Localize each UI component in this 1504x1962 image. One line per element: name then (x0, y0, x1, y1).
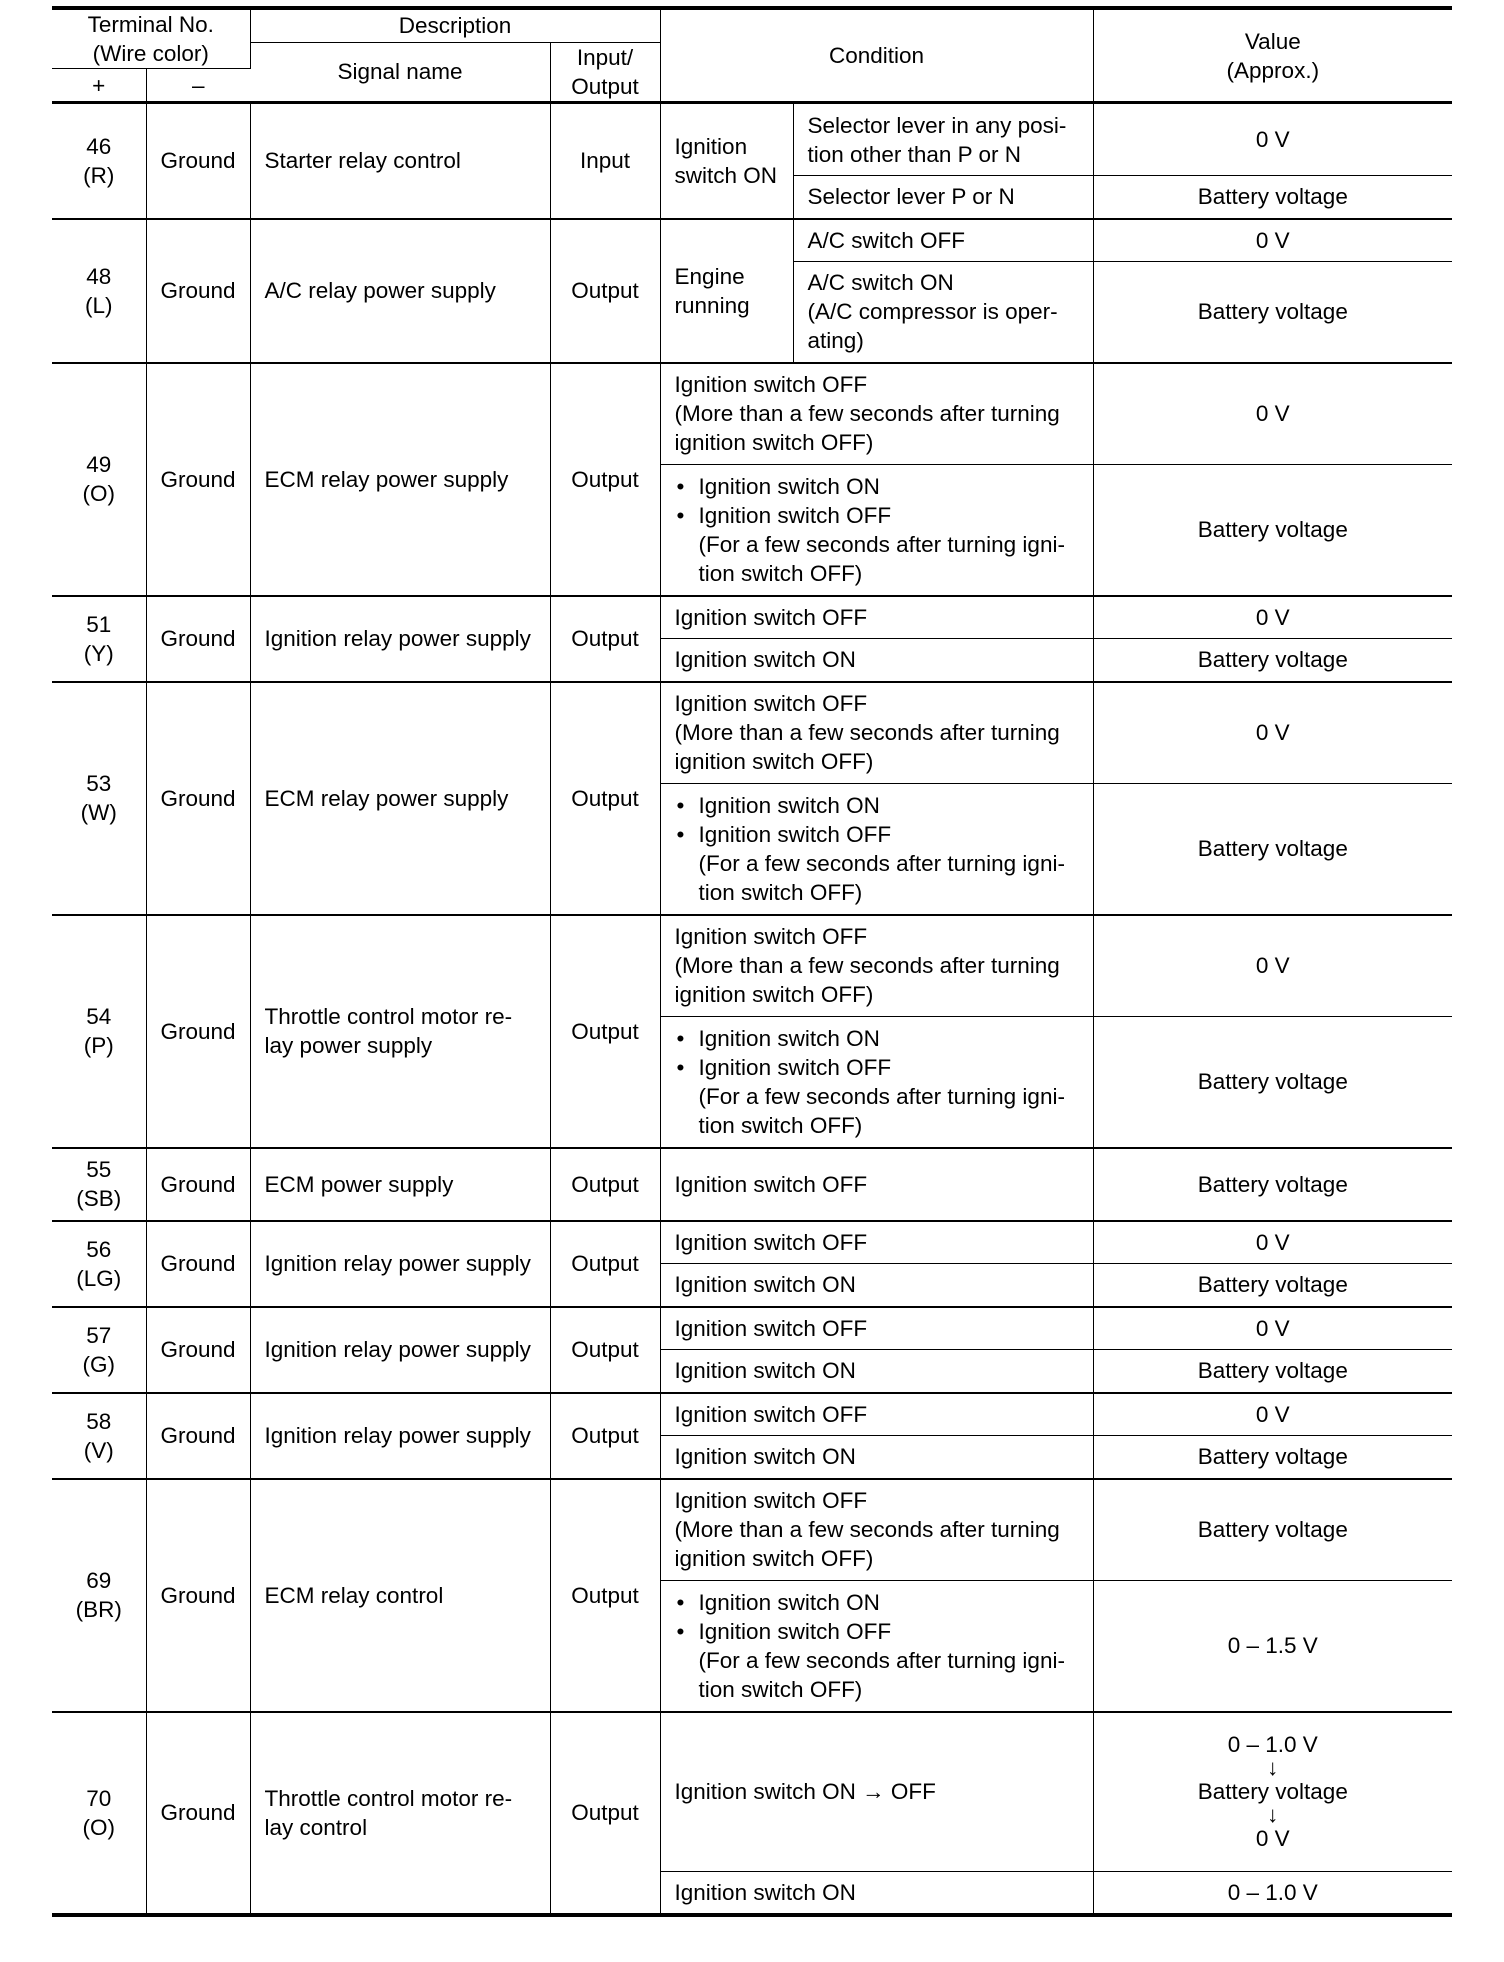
ground-cell: Ground (146, 1148, 250, 1221)
condition-cell: Ignition switch OFF (More than a few seconds after turning ignition switch OFF) (660, 682, 1093, 784)
value-cell: Battery voltage (1093, 1264, 1452, 1307)
ground-cell: Ground (146, 1307, 250, 1393)
signal-name-cell: ECM relay power supply (250, 363, 550, 596)
io-cell: Output (550, 363, 660, 596)
terminal-cell: 55 (SB) (52, 1148, 146, 1221)
terminal-spec-table (52, 6, 1452, 1917)
table-row (52, 915, 1452, 1017)
value-cell: 0 V (1093, 1393, 1452, 1436)
value-cell: Battery voltage (1093, 784, 1452, 915)
condition-cell: Ignition switch ON (660, 1872, 1093, 1915)
ground-cell: Ground (146, 219, 250, 363)
terminal-cell: 57 (G) (52, 1307, 146, 1393)
terminal-cell: 70 (O) (52, 1712, 146, 1915)
ground-cell: Ground (146, 1393, 250, 1479)
value-cell: Battery voltage (1093, 465, 1452, 596)
condition-cell: • Ignition switch ON • Ignition switch OFF (For a few seconds after turning igni- tion switch OFF) (660, 1017, 1093, 1148)
bullet-list: • Ignition switch ON • Ignition switch OFF (675, 1024, 1079, 1082)
io-cell: Output (550, 596, 660, 682)
terminal-cell: 53 (W) (52, 682, 146, 915)
io-cell: Output (550, 1393, 660, 1479)
ground-cell: Ground (146, 682, 250, 915)
header-plus: + (52, 69, 146, 103)
ground-cell: Ground (146, 1479, 250, 1712)
header-input-output: Input/ Output (550, 42, 660, 103)
ground-cell: Ground (146, 915, 250, 1148)
ground-cell: Ground (146, 596, 250, 682)
condition-cell: Ignition switch OFF (More than a few seconds after turning ignition switch OFF) (660, 915, 1093, 1017)
down-arrow-icon: ↓ (1267, 1802, 1279, 1828)
value-cell: 0 V (1093, 682, 1452, 784)
condition-cell: A/C switch ON (A/C compressor is oper- ating) (793, 262, 1093, 363)
condition-cell: • Ignition switch ON • Ignition switch OFF (For a few seconds after turning igni- tion switch OFF) (660, 784, 1093, 915)
value-cell: Battery voltage (1093, 639, 1452, 682)
ground-cell: Ground (146, 103, 250, 219)
ground-cell: Ground (146, 363, 250, 596)
signal-name-cell: Ignition relay power supply (250, 1307, 550, 1393)
condition-cell: • Ignition switch ON • Ignition switch OFF (For a few seconds after turning igni- tion switch OFF) (660, 1581, 1093, 1712)
value-cell: 0 – 1.5 V (1093, 1581, 1452, 1712)
table-row (52, 103, 1452, 176)
condition-cell: Ignition switch OFF (660, 1221, 1093, 1264)
value-cell: 0 – 1.0 V ↓ Battery voltage ↓ 0 V (1093, 1712, 1452, 1872)
io-cell: Input (550, 103, 660, 219)
signal-name-cell: Starter relay control (250, 103, 550, 219)
io-cell: Output (550, 1221, 660, 1307)
condition-cell: Ignition switch OFF (660, 1148, 1093, 1221)
condition-cell: Selector lever P or N (793, 176, 1093, 219)
condition-cell: Ignition switch ON (660, 1436, 1093, 1479)
header-value: Value (Approx.) (1093, 8, 1452, 103)
condition-cell: Ignition switch ON (660, 1264, 1093, 1307)
condition-cell: Ignition switch OFF (More than a few seconds after turning ignition switch OFF) (660, 363, 1093, 465)
value-cell: Battery voltage (1093, 1350, 1452, 1393)
value-cell: Battery voltage (1093, 1017, 1452, 1148)
table-row (52, 1221, 1452, 1264)
terminal-cell: 56 (LG) (52, 1221, 146, 1307)
header-minus: – (146, 69, 250, 103)
table-row (52, 682, 1452, 784)
terminal-cell: 69 (BR) (52, 1479, 146, 1712)
io-cell: Output (550, 1479, 660, 1712)
io-cell: Output (550, 915, 660, 1148)
signal-name-cell: Ignition relay power supply (250, 1393, 550, 1479)
value-cell: 0 V (1093, 1221, 1452, 1264)
terminal-cell: 48 (L) (52, 219, 146, 363)
value-cell: Battery voltage (1093, 1148, 1452, 1221)
header-condition: Condition (660, 8, 1093, 103)
terminal-cell: 49 (O) (52, 363, 146, 596)
condition-cell: • Ignition switch ON • Ignition switch OFF (For a few seconds after turning igni- tion switch OFF) (660, 465, 1093, 596)
signal-name-cell: ECM relay control (250, 1479, 550, 1712)
io-cell: Output (550, 219, 660, 363)
value-cell: Battery voltage (1093, 176, 1452, 219)
condition-cell: A/C switch OFF (793, 219, 1093, 262)
condition-cell: Selector lever in any posi- tion other than P or N (793, 103, 1093, 176)
bullet-list: • Ignition switch ON • Ignition switch OFF (675, 791, 1079, 849)
value-cell: 0 V (1093, 915, 1452, 1017)
signal-name-cell: Ignition relay power supply (250, 1221, 550, 1307)
terminal-cell: 54 (P) (52, 915, 146, 1148)
table-row (52, 596, 1452, 639)
table-row (52, 1148, 1452, 1221)
signal-name-cell: A/C relay power supply (250, 219, 550, 363)
table-row (52, 363, 1452, 465)
terminal-cell: 46 (R) (52, 103, 146, 219)
table-row (52, 1393, 1452, 1436)
table-row (52, 1307, 1452, 1350)
condition-cell: Ignition switch OFF (More than a few seconds after turning ignition switch OFF) (660, 1479, 1093, 1581)
condition-cell: Ignition switch OFF (660, 1307, 1093, 1350)
table-row (52, 219, 1452, 262)
signal-name-cell: Throttle control motor re- lay power supply (250, 915, 550, 1148)
value-cell: Battery voltage (1093, 1436, 1452, 1479)
header-signal-name: Signal name (250, 42, 550, 103)
terminal-cell: 51 (Y) (52, 596, 146, 682)
signal-name-cell: Ignition relay power supply (250, 596, 550, 682)
signal-name-cell: ECM relay power supply (250, 682, 550, 915)
condition-group-cell: Engine running (660, 219, 793, 363)
terminal-cell: 58 (V) (52, 1393, 146, 1479)
value-cell: Battery voltage (1093, 262, 1452, 363)
down-arrow-icon: ↓ (1267, 1755, 1279, 1781)
value-cell: 0 V (1093, 363, 1452, 465)
io-cell: Output (550, 1148, 660, 1221)
condition-cell: Ignition switch OFF (660, 596, 1093, 639)
io-cell: Output (550, 1712, 660, 1915)
table-row (52, 1712, 1452, 1872)
value-cell: 0 V (1093, 596, 1452, 639)
table-row (52, 1479, 1452, 1581)
signal-name-cell: ECM power supply (250, 1148, 550, 1221)
condition-cell: Ignition switch OFF (660, 1393, 1093, 1436)
header-description: Description (250, 8, 660, 42)
ground-cell: Ground (146, 1221, 250, 1307)
bullet-list: • Ignition switch ON • Ignition switch OFF (675, 1588, 1079, 1646)
value-cell: 0 V (1093, 219, 1452, 262)
header-terminal-no: Terminal No. (Wire color) (52, 8, 250, 69)
value-cell: 0 V (1093, 103, 1452, 176)
value-cell: 0 V (1093, 1307, 1452, 1350)
condition-cell: Ignition switch ON → OFF (660, 1712, 1093, 1872)
io-cell: Output (550, 682, 660, 915)
io-cell: Output (550, 1307, 660, 1393)
signal-name-cell: Throttle control motor re- lay control (250, 1712, 550, 1915)
condition-cell: Ignition switch ON (660, 639, 1093, 682)
condition-cell: Ignition switch ON (660, 1350, 1093, 1393)
value-cell: Battery voltage (1093, 1479, 1452, 1581)
bullet-list: • Ignition switch ON • Ignition switch OFF (675, 472, 1079, 530)
value-cell: 0 – 1.0 V (1093, 1872, 1452, 1915)
ground-cell: Ground (146, 1712, 250, 1915)
condition-group-cell: Ignition switch ON (660, 103, 793, 219)
